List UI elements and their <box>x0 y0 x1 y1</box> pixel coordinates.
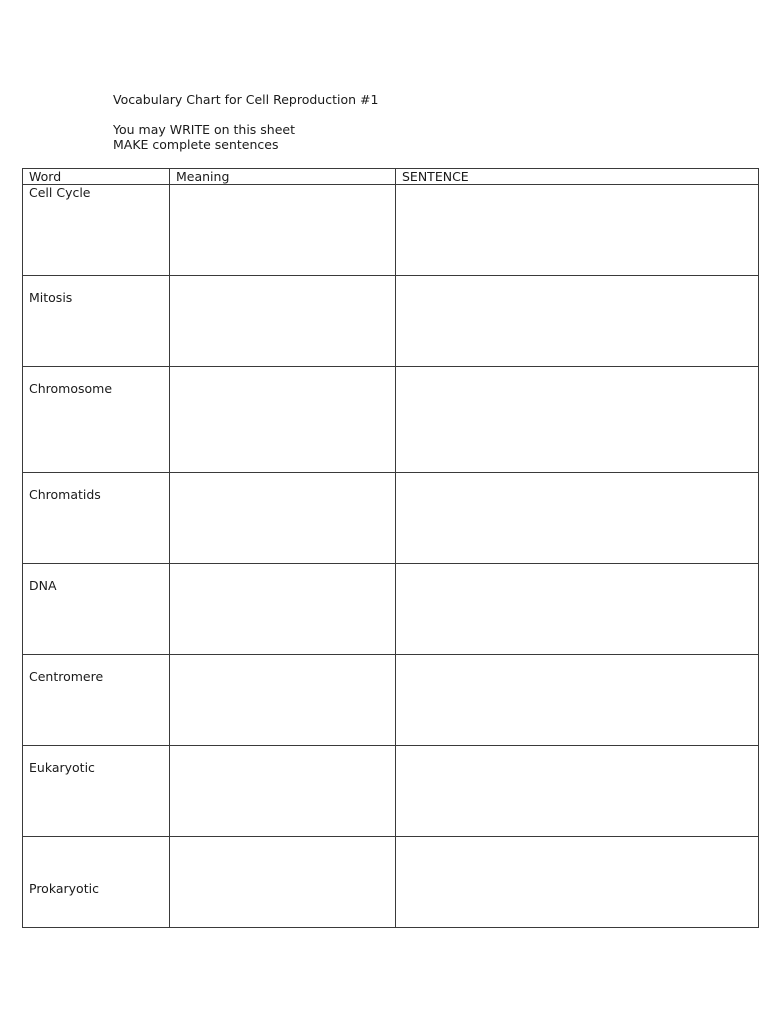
meaning-cell[interactable] <box>170 564 396 655</box>
instruction-write: You may WRITE on this sheet <box>113 121 296 137</box>
meaning-cell[interactable] <box>170 746 396 837</box>
sentence-cell[interactable] <box>396 564 759 655</box>
word-cell <box>23 564 170 655</box>
word-chromosome: Chromosome <box>29 381 113 396</box>
table-row <box>23 473 759 564</box>
word-cell <box>23 367 170 473</box>
word-cell <box>23 655 170 746</box>
meaning-cell[interactable] <box>170 655 396 746</box>
word-chromatids: Chromatids <box>29 487 101 502</box>
sentence-cell[interactable] <box>396 473 759 564</box>
word-dna: DNA <box>29 578 57 593</box>
word-mitosis: Mitosis <box>29 290 73 305</box>
worksheet-header <box>113 92 378 153</box>
meaning-cell[interactable] <box>170 185 396 276</box>
vocabulary-table <box>22 168 759 928</box>
word-cell <box>23 746 170 837</box>
table-row <box>23 837 759 928</box>
sentence-cell[interactable] <box>396 185 759 276</box>
table-row <box>23 367 759 473</box>
meaning-cell[interactable] <box>170 367 396 473</box>
word-cell <box>23 185 170 276</box>
meaning-cell[interactable] <box>170 473 396 564</box>
column-header-meaning: Meaning <box>170 169 396 185</box>
worksheet-title: Vocabulary Chart for Cell Reproduction #1 <box>113 92 379 107</box>
column-header-word: Word <box>23 169 170 185</box>
sentence-cell[interactable] <box>396 276 759 367</box>
word-centromere: Centromere <box>29 669 104 684</box>
meaning-cell[interactable] <box>170 276 396 367</box>
table-header-row <box>23 169 759 185</box>
sentence-cell[interactable] <box>396 837 759 928</box>
column-header-sentence: SENTENCE <box>396 169 759 185</box>
table-row <box>23 185 759 276</box>
word-cell <box>23 276 170 367</box>
table-row <box>23 655 759 746</box>
word-eukaryotic: Eukaryotic <box>29 760 95 775</box>
table-row <box>23 746 759 837</box>
meaning-cell[interactable] <box>170 837 396 928</box>
word-prokaryotic: Prokaryotic <box>29 881 99 896</box>
table-row <box>23 564 759 655</box>
table-row <box>23 276 759 367</box>
word-cell <box>23 473 170 564</box>
instruction-sentences: MAKE complete sentences <box>113 137 279 152</box>
word-cell-cycle: Cell Cycle <box>29 185 91 200</box>
word-cell <box>23 837 170 928</box>
sentence-cell[interactable] <box>396 367 759 473</box>
sentence-cell[interactable] <box>396 746 759 837</box>
sentence-cell[interactable] <box>396 655 759 746</box>
